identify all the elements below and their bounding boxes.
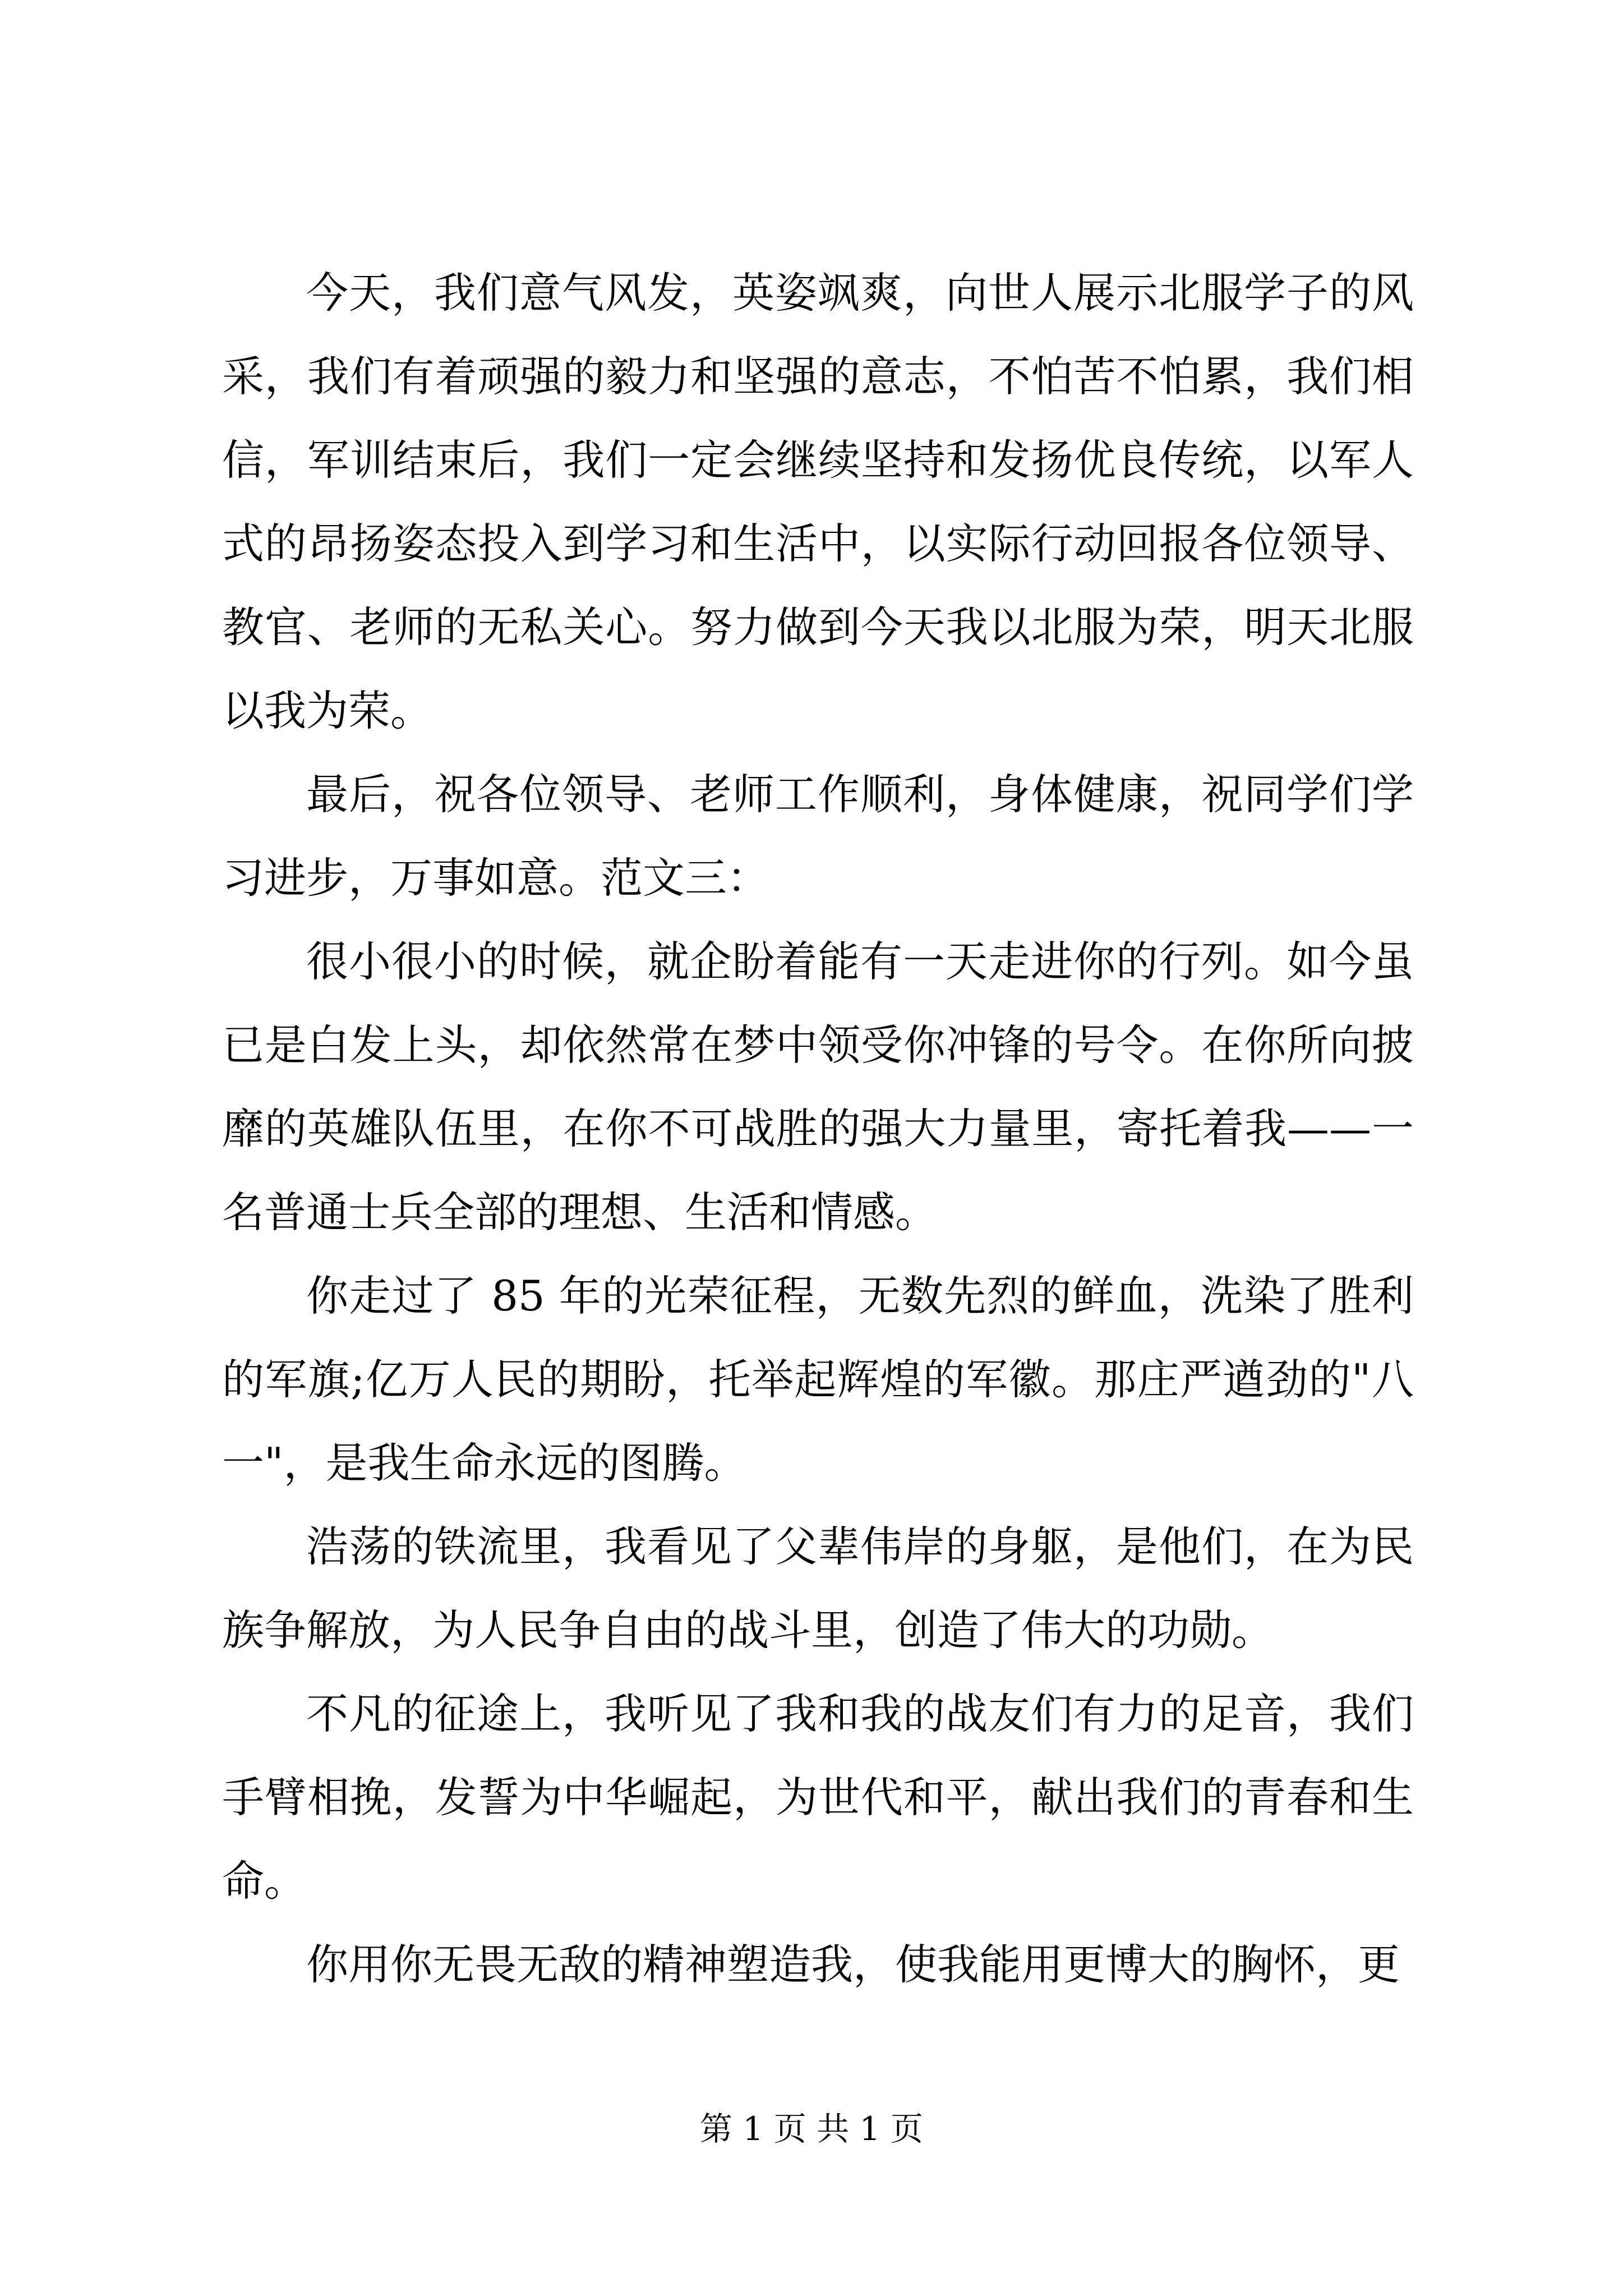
page-number-footer: 第 1 页 共 1 页 <box>700 2110 923 2148</box>
paragraph: 浩荡的铁流里，我看见了父辈伟岸的身躯，是他们，在为民族争解放，为人民争自由的战斗里，创造了伟大的功勋。 <box>222 1522 1414 1655</box>
paragraph: 不凡的征途上，我听见了我和我的战友们有力的足音，我们手臂相挽，发誓为中华崛起，为世代和平，献出我们的青春和生命。 <box>222 1689 1414 1906</box>
paragraph: 最后，祝各位领导、老师工作顺利，身体健康，祝同学们学习进步，万事如意。范文三： <box>222 770 1414 903</box>
paragraph: 你用你无畏无敌的精神塑造我，使我能用更博大的胸怀，更 <box>306 1940 1400 1989</box>
paragraph: 今天，我们意气风发，英姿飒爽，向世人展示北服学子的风采，我们有着顽强的毅力和坚强的意志，不怕苦不怕累，我们相信，军训结束后，我们一定会继续坚持和发扬优良传统，以军人式的昂扬姿态投入到学习和生活中，以实际行动回报各位领导、教官、老师的无私关心。努力做到今天我以北服为荣，明天北服以我为荣。 <box>222 268 1414 735</box>
document-body <box>222 251 1414 2007</box>
paragraph: 你走过了 85 年的光荣征程，无数先烈的鲜血，洗染了胜利的军旗;亿万人民的期盼，托举起辉煌的军徽。那庄严遒劲的"八一"，是我生命永远的图腾。 <box>222 1271 1414 1488</box>
paragraph: 很小很小的时候，就企盼着能有一天走进你的行列。如今虽已是白发上头，却依然常在梦中领受你冲锋的号令。在你所向披靡的英雄队伍里，在你不可战胜的强大力量里，寄托着我——一名普通士兵全部的理想、生活和情感。 <box>222 937 1414 1237</box>
